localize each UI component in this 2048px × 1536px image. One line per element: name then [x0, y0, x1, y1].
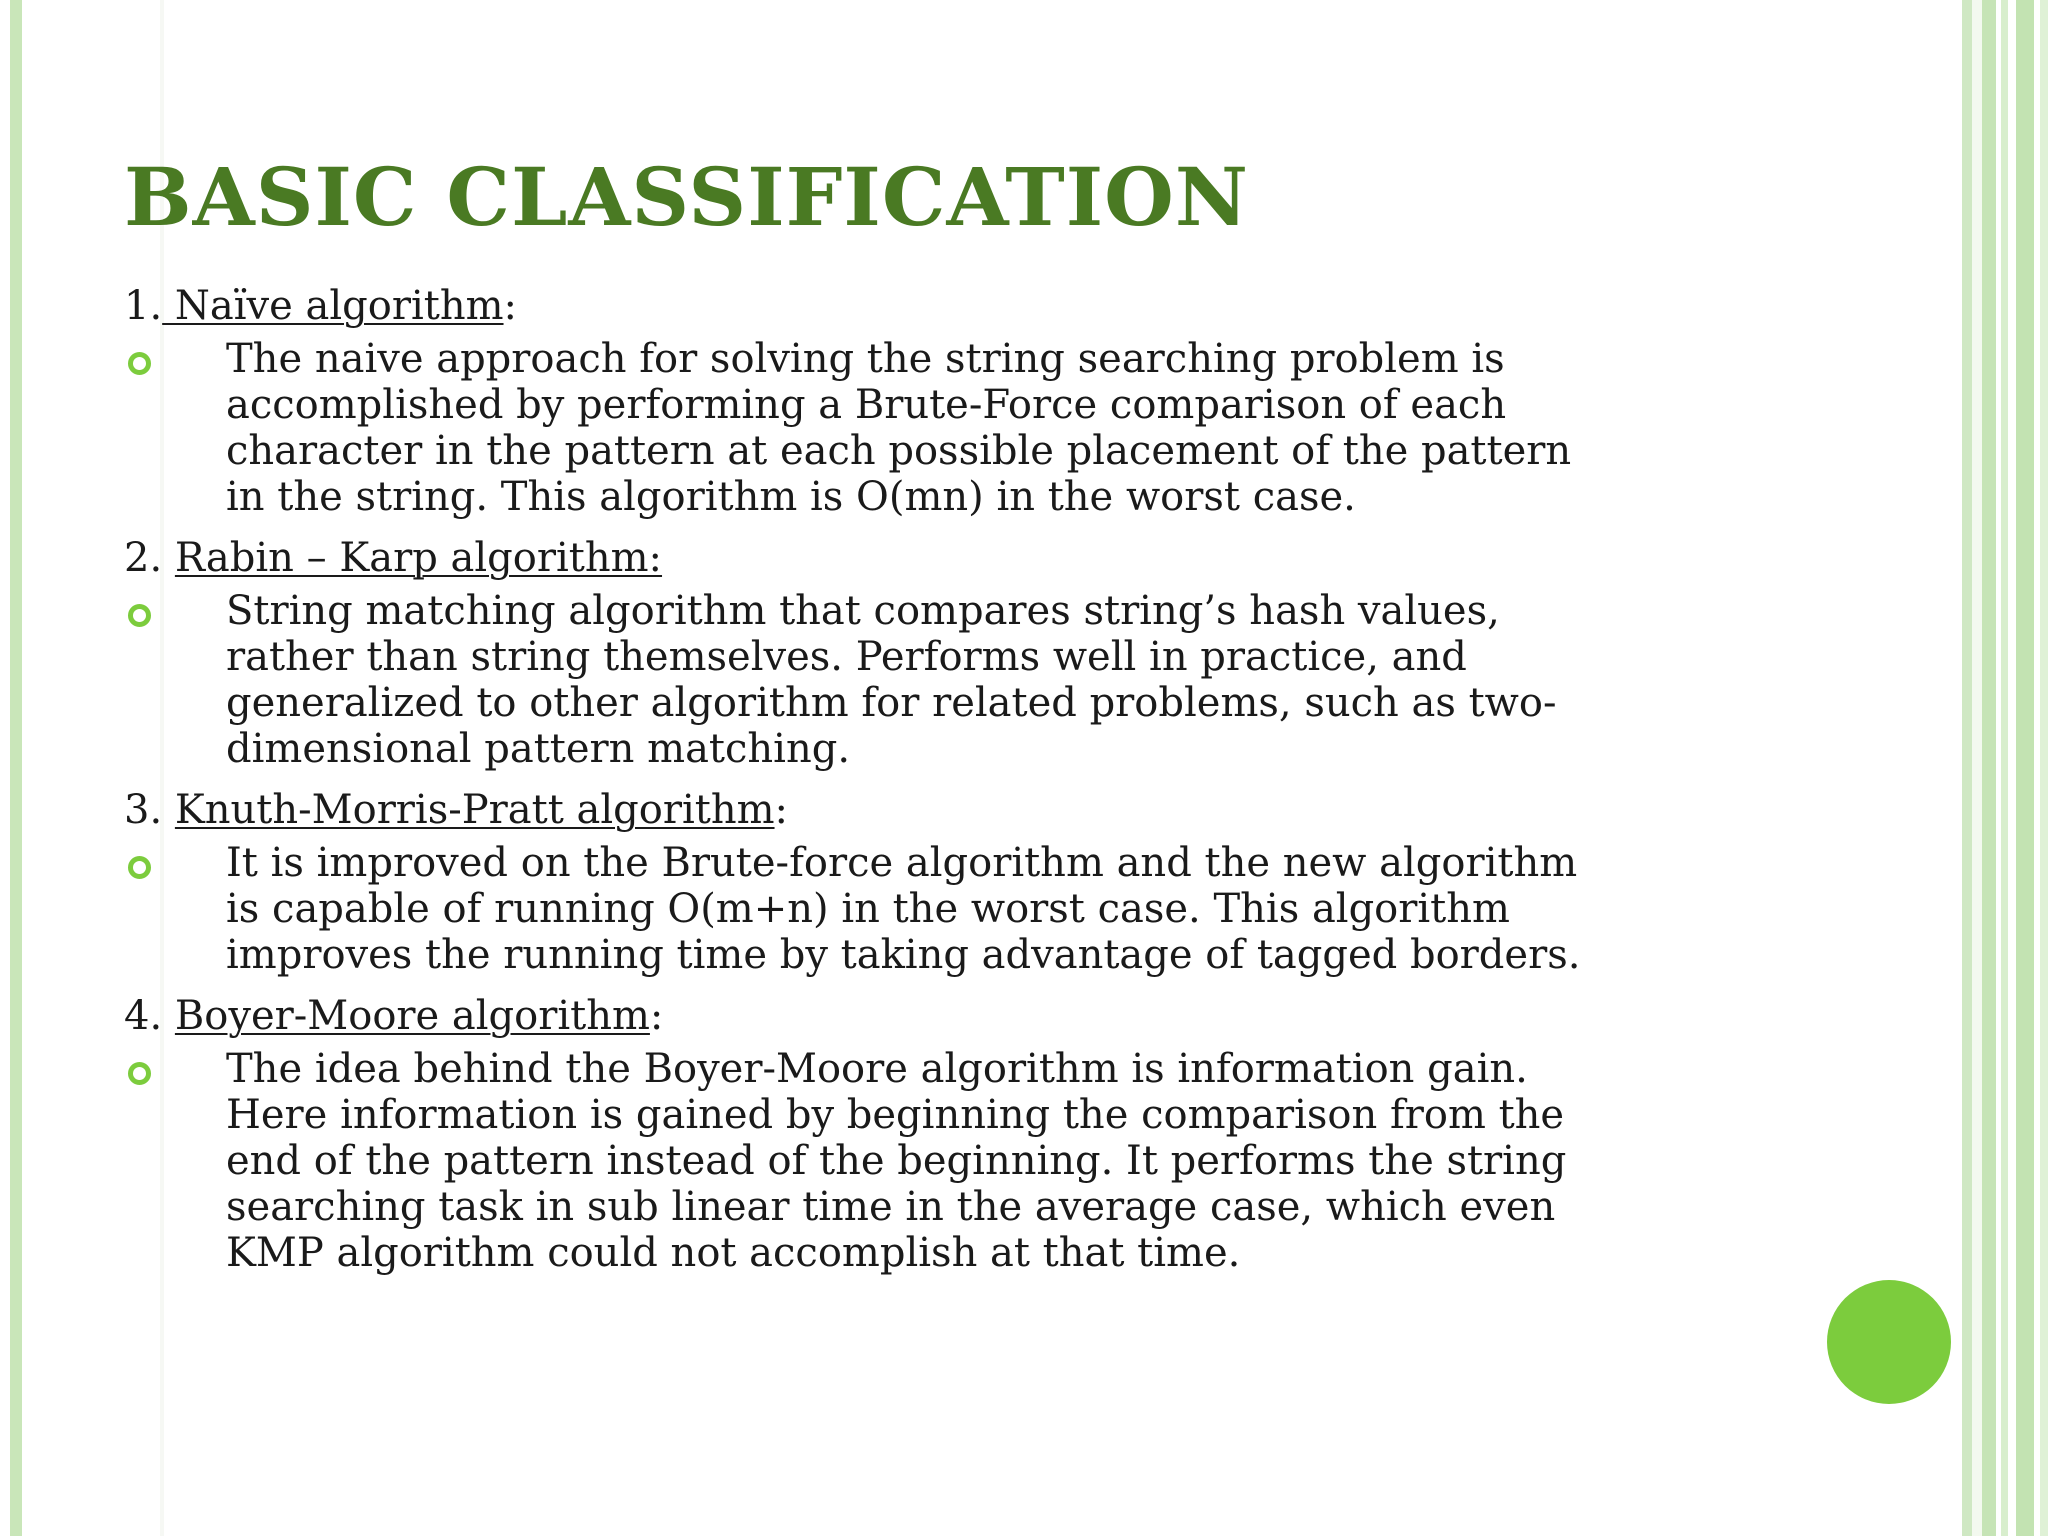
description-line: in the string. This algorithm is O(mn) in the worst case. [226, 474, 1356, 520]
classification-item [124, 990, 1724, 1276]
description-line: The naive approach for solving the string searching problem is [226, 336, 1505, 382]
item-name: Boyer-Moore algorithm [174, 993, 650, 1039]
description-line: rather than string themselves. Performs well in practice, and [226, 634, 1467, 680]
description-line: is capable of running O(m+n) in the worst case. This algorithm [226, 886, 1510, 932]
right-decorative-bar [2016, 0, 2034, 1536]
description-line: character in the pattern at each possible placement of the pattern [226, 428, 1572, 474]
item-suffix: : [774, 787, 789, 833]
item-suffix: : [649, 993, 664, 1039]
description-line: improves the running time by taking advantage of tagged borders. [226, 932, 1581, 978]
classification-item [124, 784, 1724, 978]
item-suffix: : [503, 283, 518, 329]
item-name: Rabin – Karp algorithm: [174, 535, 663, 581]
description-line: Here information is gained by beginning the comparison from the [226, 1092, 1565, 1138]
ring-bullet-icon [128, 352, 151, 375]
item-description [124, 1046, 1724, 1276]
right-decorative-bar [2001, 0, 2008, 1536]
left-decorative-bar [10, 0, 22, 1536]
item-heading [124, 280, 1724, 336]
item-number: 1. [124, 283, 163, 329]
item-description [124, 588, 1724, 772]
item-name: Naïve algorithm [162, 283, 504, 329]
ring-bullet-icon [128, 604, 151, 627]
description-line: generalized to other algorithm for related problems, such as two- [226, 680, 1557, 726]
green-circle-decoration [1827, 1280, 1951, 1404]
ring-bullet-icon [128, 1062, 151, 1085]
description-line: It is improved on the Brute-force algorithm and the new algorithm [226, 840, 1578, 886]
description-line: KMP algorithm could not accomplish at that time. [226, 1230, 1241, 1276]
item-description [124, 840, 1724, 978]
right-decorative-bar [1982, 0, 1996, 1536]
description-line: end of the pattern instead of the beginning. It performs the string [226, 1138, 1567, 1184]
slide-title: BASIC CLASSIFICATION [124, 150, 1249, 244]
item-number: 4. [124, 993, 163, 1039]
classification-item [124, 532, 1724, 772]
description-line: The idea behind the Boyer-Moore algorithm is information gain. [226, 1046, 1528, 1092]
classification-item [124, 280, 1724, 520]
item-description [124, 336, 1724, 520]
item-heading [124, 532, 1724, 588]
slide-content [124, 280, 1724, 1288]
right-decorative-gap [1972, 0, 1982, 1536]
ring-bullet-icon [128, 856, 151, 879]
item-number: 3. [124, 787, 163, 833]
description-line: String matching algorithm that compares string’s hash values, [226, 588, 1500, 634]
description-line: dimensional pattern matching. [226, 726, 851, 772]
item-heading [124, 784, 1724, 840]
right-decorative-bar [1962, 0, 1972, 1536]
description-line: accomplished by performing a Brute-Force comparison of each [226, 382, 1507, 428]
right-decorative-bar [2040, 0, 2048, 1536]
item-heading [124, 990, 1724, 1046]
description-line: searching task in sub linear time in the average case, which even [226, 1184, 1556, 1230]
item-name: Knuth-Morris-Pratt algorithm [174, 787, 775, 833]
item-number: 2. [124, 535, 163, 581]
